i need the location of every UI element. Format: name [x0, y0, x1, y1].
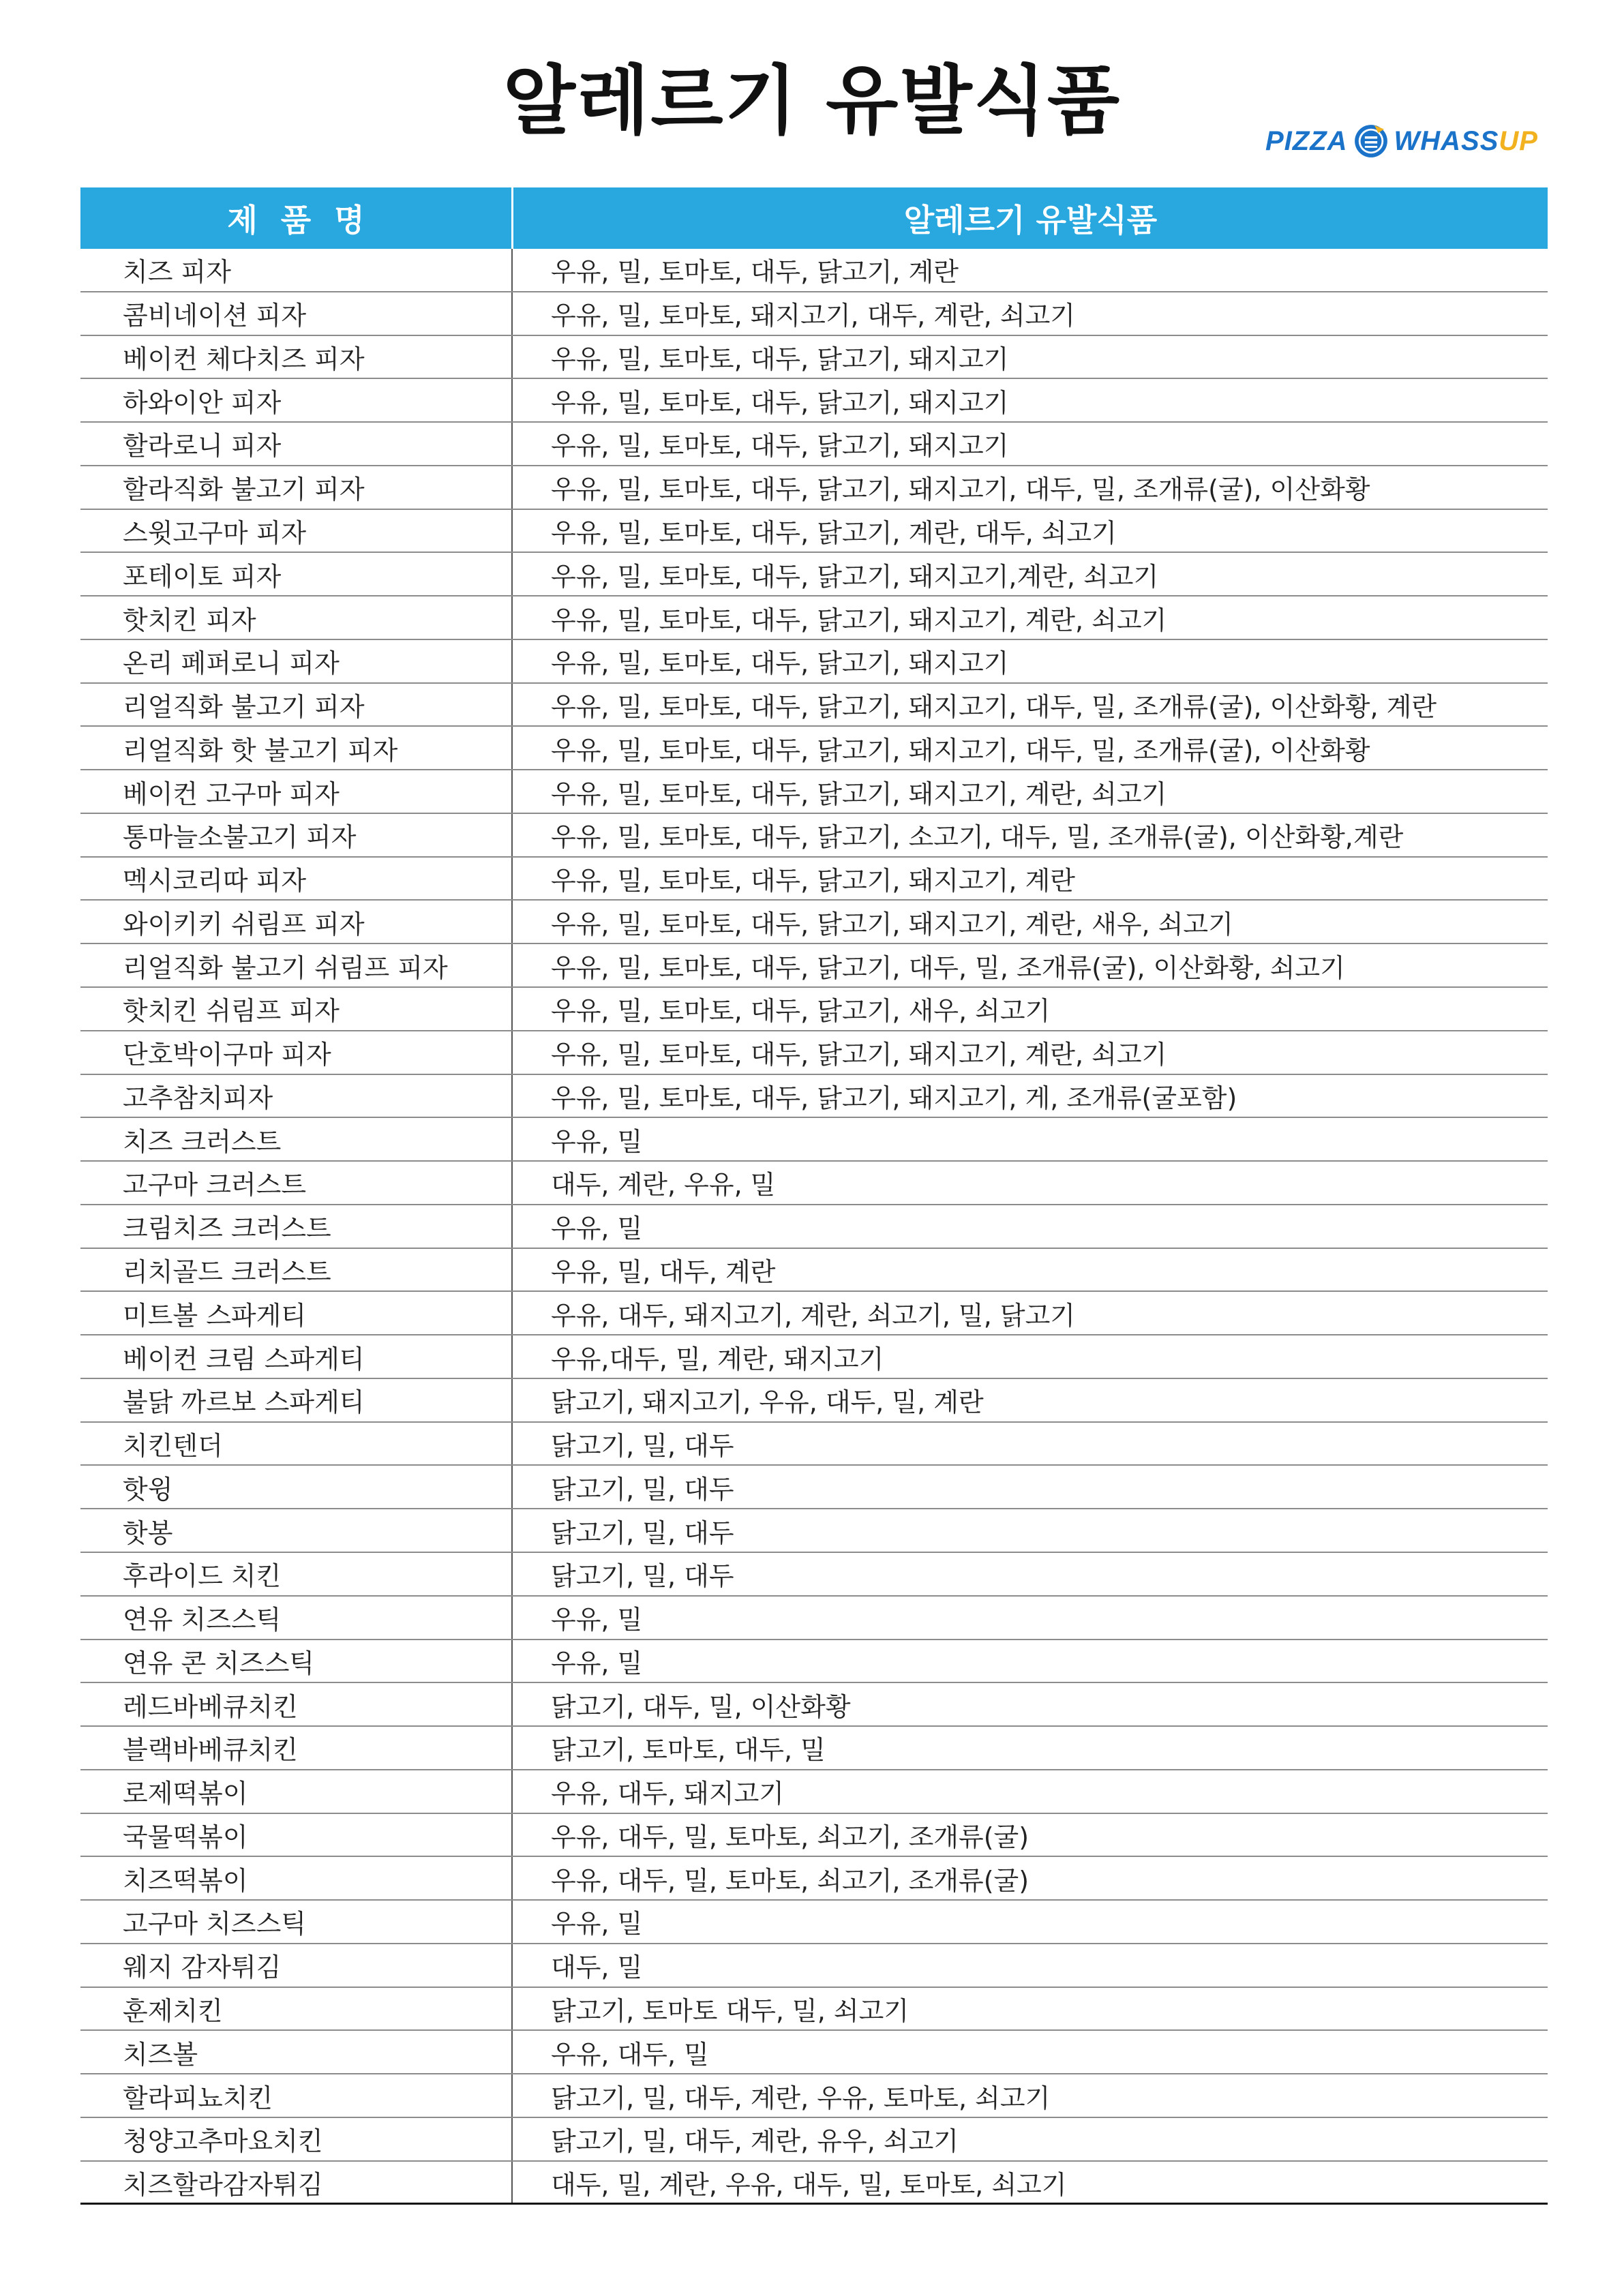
product-name-cell: 레드바베큐치킨	[123, 1691, 298, 1722]
product-name-cell: 리얼직화 핫 불고기 피자	[123, 735, 398, 766]
table-row	[80, 1423, 1548, 1466]
table-row	[80, 1509, 1548, 1553]
allergens-cell: 우유,대두, 밀, 계란, 돼지고기	[511, 1335, 1548, 1378]
allergens-cell: 우유, 밀, 토마토, 대두, 닭고기, 돼지고기, 계란, 쇠고기	[511, 1031, 1548, 1074]
table-row	[80, 814, 1548, 858]
product-name-cell: 하와이안 피자	[123, 387, 282, 418]
table-row	[80, 1466, 1548, 1509]
allergens-cell: 닭고기, 밀, 대두, 계란, 유우, 쇠고기	[511, 2118, 1548, 2160]
product-name-cell: 스윗고구마 피자	[123, 517, 307, 548]
table-row	[80, 1379, 1548, 1423]
table-row	[80, 510, 1548, 554]
allergens-cell: 우유, 밀, 토마토, 대두, 닭고기, 돼지고기, 대두, 밀, 조개류(굴), 이산화황, 계란	[511, 684, 1548, 726]
product-name-cell: 미트볼 스파게티	[123, 1300, 307, 1331]
allergens-cell: 우유, 밀, 토마토, 대두, 닭고기, 돼지고기	[511, 423, 1548, 465]
table-header	[80, 187, 1548, 249]
product-name-cell: 베이컨 체다치즈 피자	[123, 344, 365, 374]
table-row	[80, 2162, 1548, 2205]
allergens-cell: 닭고기, 돼지고기, 우유, 대두, 밀, 계란	[511, 1379, 1548, 1421]
allergens-cell: 닭고기, 대두, 밀, 이산화황	[511, 1683, 1548, 1725]
table-row	[80, 1249, 1548, 1293]
product-name-cell: 치즈 피자	[123, 257, 231, 288]
table-row	[80, 640, 1548, 684]
logo-badge-icon	[1353, 116, 1389, 166]
allergens-cell: 닭고기, 밀, 대두	[511, 1509, 1548, 1552]
allergens-cell: 우유, 밀, 대두, 계란	[511, 1249, 1548, 1291]
product-name-cell: 리얼직화 불고기 피자	[123, 692, 365, 723]
table-row	[80, 944, 1548, 988]
table-row	[80, 596, 1548, 640]
allergens-cell: 닭고기, 밀, 대두, 계란, 우유, 토마토, 쇠고기	[511, 2074, 1548, 2117]
page-title: 알레르기 유발식품	[502, 57, 1122, 145]
allergens-cell: 우유, 밀	[511, 1118, 1548, 1160]
allergens-cell: 우유, 밀, 토마토, 대두, 닭고기, 돼지고기	[511, 379, 1548, 421]
product-name-cell: 핫치킨 피자	[123, 605, 256, 635]
allergens-cell: 우유, 밀, 토마토, 대두, 닭고기, 계란, 대두, 쇠고기	[511, 510, 1548, 552]
product-name-cell: 핫봉	[123, 1517, 173, 1548]
product-name-cell: 치즈할라감자튀김	[123, 2169, 323, 2200]
allergens-cell: 우유, 밀, 토마토, 대두, 닭고기, 돼지고기	[511, 336, 1548, 378]
table-row	[80, 727, 1548, 770]
brand-logo	[1265, 110, 1538, 172]
allergens-cell: 우유, 밀, 토마토, 대두, 닭고기, 새우, 쇠고기	[511, 988, 1548, 1030]
table-row	[80, 1640, 1548, 1684]
table-row	[80, 379, 1548, 423]
product-name-cell: 치킨텐더	[123, 1431, 223, 1462]
table-row	[80, 1292, 1548, 1335]
table-row	[80, 1031, 1548, 1075]
table-row	[80, 1901, 1548, 1944]
table-row	[80, 1075, 1548, 1119]
table-row	[80, 553, 1548, 596]
table-row	[80, 1814, 1548, 1858]
product-name-cell: 연유 콘 치즈스틱	[123, 1648, 315, 1678]
table-row	[80, 1162, 1548, 1205]
table-row	[80, 1944, 1548, 1988]
product-name-cell: 국물떡볶이	[123, 1822, 248, 1852]
product-name-cell: 로제떡볶이	[123, 1779, 248, 1809]
allergens-cell: 우유, 밀, 토마토, 대두, 닭고기, 돼지고기, 계란, 쇠고기	[511, 596, 1548, 639]
product-name-cell: 후라이드 치킨	[123, 1561, 282, 1592]
product-name-cell: 연유 치즈스틱	[123, 1605, 282, 1635]
table-row	[80, 1553, 1548, 1597]
table-row	[80, 684, 1548, 727]
header-product: 제품명	[227, 202, 388, 239]
allergens-cell: 우유, 밀	[511, 1640, 1548, 1682]
product-name-cell: 멕시코리따 피자	[123, 866, 307, 896]
allergens-cell: 대두, 밀, 계란, 우유, 대두, 밀, 토마토, 쇠고기	[511, 2162, 1548, 2203]
table-row	[80, 1770, 1548, 1814]
table-row	[80, 988, 1548, 1031]
allergens-cell: 닭고기, 밀, 대두	[511, 1466, 1548, 1508]
table-row	[80, 292, 1548, 336]
allergen-table	[80, 187, 1548, 2205]
table-row	[80, 1597, 1548, 1640]
product-name-cell: 치즈 크러스트	[123, 1126, 282, 1157]
allergens-cell: 닭고기, 토마토, 대두, 밀	[511, 1727, 1548, 1769]
product-name-cell: 온리 페퍼로니 피자	[123, 648, 340, 679]
table-row	[80, 770, 1548, 814]
product-name-cell: 고구마 치즈스틱	[123, 1909, 307, 1939]
table-row	[80, 2118, 1548, 2162]
product-name-cell: 리치골드 크러스트	[123, 1256, 331, 1287]
table-body	[80, 249, 1548, 2205]
product-name-cell: 고구마 크러스트	[123, 1170, 307, 1200]
allergens-cell: 닭고기, 토마토 대두, 밀, 쇠고기	[511, 1988, 1548, 2030]
product-name-cell: 고추참치피자	[123, 1083, 273, 1113]
allergens-cell: 우유, 대두, 밀, 토마토, 쇠고기, 조개류(굴)	[511, 1857, 1548, 1899]
allergens-cell: 우유, 밀, 토마토, 대두, 닭고기, 돼지고기	[511, 640, 1548, 682]
product-name-cell: 치즈볼	[123, 2039, 198, 2070]
product-name-cell: 핫윙	[123, 1474, 173, 1505]
allergens-cell: 닭고기, 밀, 대두	[511, 1423, 1548, 1465]
product-name-cell: 핫치킨 쉬림프 피자	[123, 996, 340, 1027]
allergens-cell: 우유, 대두, 밀	[511, 2031, 1548, 2073]
header-allergens: 알레르기 유발식품	[511, 187, 1548, 249]
allergens-cell: 우유, 밀, 토마토, 대두, 닭고기, 돼지고기, 대두, 밀, 조개류(굴), 이산화황	[511, 466, 1548, 509]
product-name-cell: 리얼직화 불고기 쉬림프 피자	[123, 952, 448, 983]
allergens-cell: 대두, 계란, 우유, 밀	[511, 1162, 1548, 1204]
product-name-cell: 불닭 까르보 스파게티	[123, 1387, 365, 1418]
table-row	[80, 1683, 1548, 1727]
allergens-cell: 우유, 밀	[511, 1597, 1548, 1639]
product-name-cell: 웨지 감자튀김	[123, 1952, 282, 1983]
table-row	[80, 1988, 1548, 2031]
product-name-cell: 베이컨 고구마 피자	[123, 779, 340, 809]
allergens-cell: 우유, 밀, 토마토, 대두, 닭고기, 소고기, 대두, 밀, 조개류(굴), 이산화황,계란	[511, 814, 1548, 856]
table-row	[80, 1857, 1548, 1901]
table-row	[80, 336, 1548, 380]
logo-word-pizza: PIZZA	[1265, 125, 1348, 156]
allergens-cell: 우유, 밀, 토마토, 대두, 닭고기, 돼지고기,계란, 쇠고기	[511, 553, 1548, 595]
product-name-cell: 훈제치킨	[123, 1996, 223, 2026]
table-row	[80, 1118, 1548, 1162]
allergens-cell: 우유, 밀, 토마토, 대두, 닭고기, 돼지고기, 계란, 새우, 쇠고기	[511, 901, 1548, 943]
product-name-cell: 단호박이구마 피자	[123, 1040, 331, 1070]
allergens-cell: 우유, 대두, 돼지고기, 계란, 쇠고기, 밀, 닭고기	[511, 1292, 1548, 1334]
product-name-cell: 할라피뇨치킨	[123, 2083, 273, 2113]
allergens-cell: 닭고기, 밀, 대두	[511, 1553, 1548, 1595]
allergens-cell: 우유, 밀, 토마토, 대두, 닭고기, 돼지고기, 계란, 쇠고기	[511, 770, 1548, 813]
product-name-cell: 치즈떡볶이	[123, 1865, 248, 1896]
product-name-cell: 베이컨 크림 스파게티	[123, 1344, 365, 1374]
product-name-cell: 할라직화 불고기 피자	[123, 474, 365, 505]
allergens-cell: 우유, 밀, 토마토, 돼지고기, 대두, 계란, 쇠고기	[511, 292, 1548, 335]
allergens-cell: 대두, 밀	[511, 1944, 1548, 1987]
table-row	[80, 1205, 1548, 1249]
table-row	[80, 2074, 1548, 2118]
product-name-cell: 포테이토 피자	[123, 561, 282, 592]
allergens-cell: 우유, 밀	[511, 1205, 1548, 1248]
allergens-cell: 우유, 밀, 토마토, 대두, 닭고기, 돼지고기, 계란	[511, 858, 1548, 900]
logo-word-whassup: WHASSUP	[1394, 125, 1538, 156]
product-name-cell: 블랙바베큐치킨	[123, 1735, 298, 1766]
table-row	[80, 1335, 1548, 1379]
product-name-cell: 와이키키 쉬림프 피자	[123, 909, 365, 939]
product-name-cell: 크림치즈 크러스트	[123, 1213, 331, 1244]
product-name-cell: 통마늘소불고기 피자	[123, 822, 357, 853]
table-row	[80, 466, 1548, 510]
allergens-cell: 우유, 밀	[511, 1901, 1548, 1943]
allergens-cell: 우유, 밀, 토마토, 대두, 닭고기, 계란	[511, 249, 1548, 291]
allergens-cell: 우유, 밀, 토마토, 대두, 닭고기, 돼지고기, 게, 조개류(굴포함)	[511, 1075, 1548, 1117]
product-name-cell: 콤비네이션 피자	[123, 301, 307, 331]
table-row	[80, 1727, 1548, 1770]
table-row	[80, 249, 1548, 292]
table-row	[80, 2031, 1548, 2074]
product-name-cell: 청양고추마요치킨	[123, 2126, 323, 2157]
product-name-cell: 할라로니 피자	[123, 431, 282, 462]
allergens-cell: 우유, 대두, 돼지고기	[511, 1770, 1548, 1813]
table-row	[80, 858, 1548, 901]
table-row	[80, 901, 1548, 944]
allergens-cell: 우유, 대두, 밀, 토마토, 쇠고기, 조개류(굴)	[511, 1814, 1548, 1856]
allergens-cell: 우유, 밀, 토마토, 대두, 닭고기, 대두, 밀, 조개류(굴), 이산화황, 쇠고기	[511, 944, 1548, 986]
table-row	[80, 423, 1548, 466]
allergens-cell: 우유, 밀, 토마토, 대두, 닭고기, 돼지고기, 대두, 밀, 조개류(굴), 이산화황	[511, 727, 1548, 769]
